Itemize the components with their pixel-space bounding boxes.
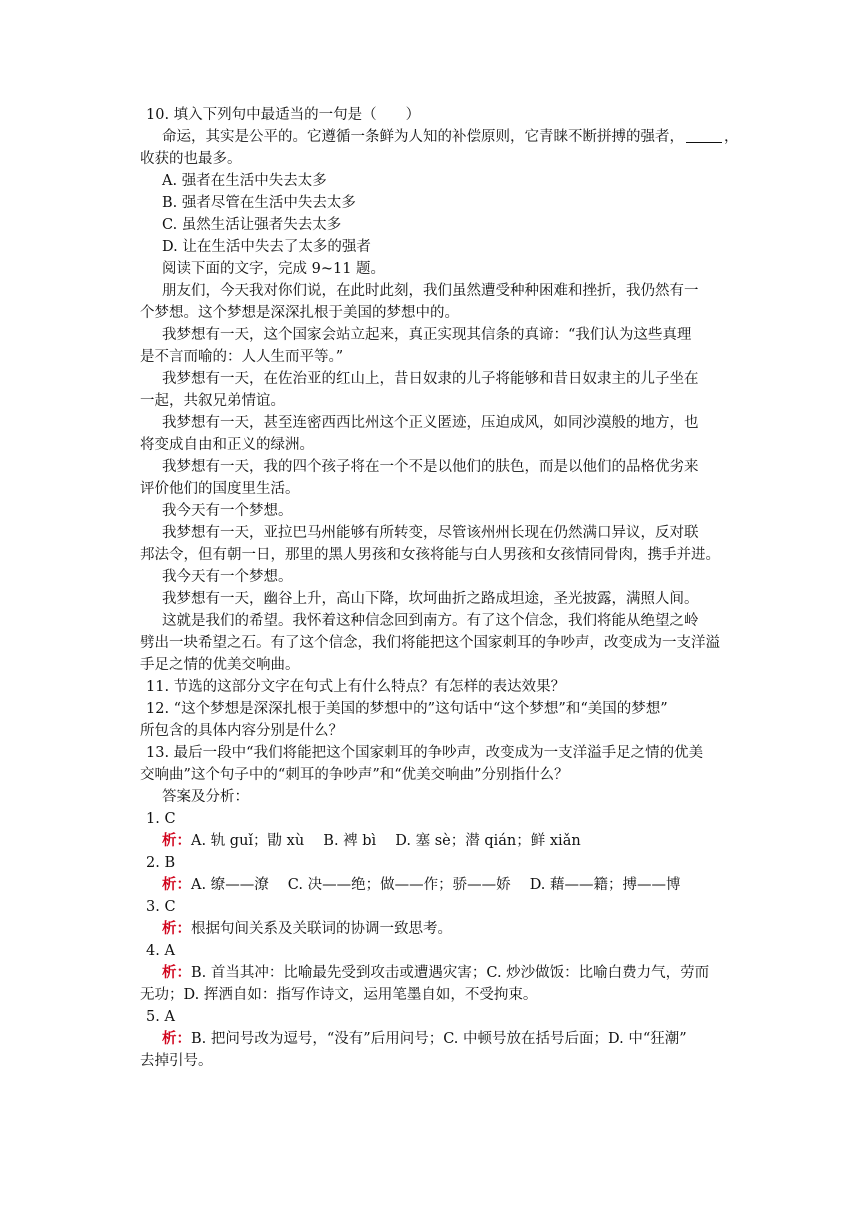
answer-1-analysis	[140, 830, 715, 852]
answer-4-analysis-text: B. 首当其冲：比喻最先受到攻击或遭遇灾害；C. 炒沙做饭：比喻白费力气，劳而	[191, 965, 710, 981]
reading-para-10-line-3: 手足之情的优美交响曲。	[140, 657, 300, 673]
analysis-label: 析：	[162, 832, 191, 849]
answer-4-number: 4. A	[146, 943, 175, 959]
question-10-sentence-part-b: ，	[724, 129, 739, 145]
answer-4-analysis	[140, 962, 715, 984]
reading-para-8-line-1: 我今天有一个梦想。	[162, 569, 293, 585]
answer-5-analysis	[140, 1028, 715, 1050]
reading-para-1-line-1: 朋友们，今天我对你们说，在此时此刻，我们虽然遭受种种困难和挫折，我仍然有一	[162, 283, 699, 299]
reading-para-1-line-2: 个梦想。这个梦想是深深扎根于美国的梦想中的。	[140, 305, 459, 321]
answer-4-analysis-cont: 无功；D. 挥洒自如：指写作诗文，运用笔墨自如，不受拘束。	[140, 987, 538, 1003]
reading-intro: 阅读下面的文字，完成 9~11 题。	[162, 261, 386, 277]
question-10-stem: 10. 填入下列句中最适当的一句是（ ）	[146, 107, 421, 123]
answer-5-analysis-text: B. 把问号改为逗号，“没有”后用问号；C. 中顿号放在括号后面；D. 中“狂潮”	[191, 1031, 687, 1047]
analysis-label: 析：	[162, 1030, 191, 1047]
answer-1-analysis-text: A. 轨 guǐ；勖 xù B. 裨 bì D. 塞 sè；潜 qián；鲜 xiǎn	[191, 833, 581, 849]
answer-3-number: 3. C	[146, 899, 176, 915]
reading-para-7-line-2: 邦法令，但有朝一日，那里的黑人男孩和女孩将能与白人男孩和女孩情同骨肉，携手并进。	[140, 547, 720, 563]
analysis-label: 析：	[162, 920, 191, 937]
document-content	[140, 104, 739, 1072]
answer-2-analysis	[140, 874, 715, 896]
reading-para-5-line-2: 评价他们的国度里生活。	[140, 481, 300, 497]
option-c: C. 虽然生活让强者失去太多	[162, 217, 342, 233]
reading-para-10-line-2: 劈出一块希望之石。有了这个信念，我们将能把这个国家刺耳的争吵声，改变成为一支洋溢	[140, 635, 720, 651]
answer-5-analysis-cont: 去掉引号。	[140, 1053, 213, 1069]
question-13-line-1: 13. 最后一段中“我们将能把这个国家刺耳的争吵声，改变成为一支洋溢手足之情的优美	[146, 745, 704, 761]
answer-1-number: 1. C	[146, 811, 176, 827]
reading-para-10-line-1: 这就是我们的希望。我怀着这种信念回到南方。有了这个信念，我们将能从绝望之岭	[162, 613, 699, 629]
question-13-line-2: 交响曲”这个句子中的“刺耳的争吵声”和“优美交响曲”分别指什么？	[140, 767, 569, 783]
reading-para-4-line-2: 将变成自由和正义的绿洲。	[140, 437, 314, 453]
answer-5-number: 5. A	[146, 1009, 175, 1025]
question-10-sentence	[140, 126, 739, 148]
question-11: 11. 节选的这部分文字在句式上有什么特点？有怎样的表达效果？	[146, 679, 566, 695]
reading-para-3-line-2: 一起，共叙兄弟情谊。	[140, 393, 285, 409]
reading-para-6-line-1: 我今天有一个梦想。	[162, 503, 293, 519]
answers-heading: 答案及分析：	[162, 789, 249, 805]
answer-2-analysis-text: A. 缭——潦 C. 决——绝；做——作；骄——娇 D. 藉——籍；搏——博	[191, 877, 681, 893]
answer-2-number: 2. B	[146, 855, 176, 871]
reading-para-4-line-1: 我梦想有一天，甚至连密西西比州这个正义匿迹，压迫成风，如同沙漠般的地方，也	[162, 415, 699, 431]
answer-3-analysis-text: 根据句间关系及关联词的协调一致思考。	[191, 921, 452, 937]
option-a: A. 强者在生活中失去太多	[162, 173, 327, 189]
option-d: D. 让在生活中失去了太多的强者	[162, 239, 371, 255]
analysis-label: 析：	[162, 964, 191, 981]
question-10-sentence-part-a: 命运，其实是公平的。它遵循一条鲜为人知的补偿原则，它青睐不断拼搏的强者，	[162, 129, 684, 145]
reading-para-5-line-1: 我梦想有一天，我的四个孩子将在一个不是以他们的肤色，而是以他们的品格优劣来	[162, 459, 699, 475]
reading-para-2-line-2: 是不言而喻的：人人生而平等。”	[140, 349, 344, 365]
analysis-label: 析：	[162, 876, 191, 893]
question-10-sentence-cont: 收获的也最多。	[140, 151, 242, 167]
reading-para-2-line-1: 我梦想有一天，这个国家会站立起来，真正实现其信条的真谛：“我们认为这些真理	[162, 327, 692, 343]
option-b: B. 强者尽管在生活中失去太多	[162, 195, 356, 211]
reading-para-9-line-1: 我梦想有一天，幽谷上升，高山下降，坎坷曲折之路成坦途，圣光披露，满照人间。	[162, 591, 699, 607]
reading-para-7-line-1: 我梦想有一天，亚拉巴马州能够有所转变，尽管该州州长现在仍然满口异议，反对联	[162, 525, 699, 541]
reading-para-3-line-1: 我梦想有一天，在佐治亚的红山上，昔日奴隶的儿子将能够和昔日奴隶主的儿子坐在	[162, 371, 699, 387]
question-12-line-1: 12. “这个梦想是深深扎根于美国的梦想中的”这句话中“这个梦想”和“美国的梦想”	[146, 701, 668, 717]
answer-3-analysis	[140, 918, 715, 940]
question-12-line-2: 所包含的具体内容分别是什么？	[140, 723, 343, 739]
fill-blank	[686, 128, 722, 143]
